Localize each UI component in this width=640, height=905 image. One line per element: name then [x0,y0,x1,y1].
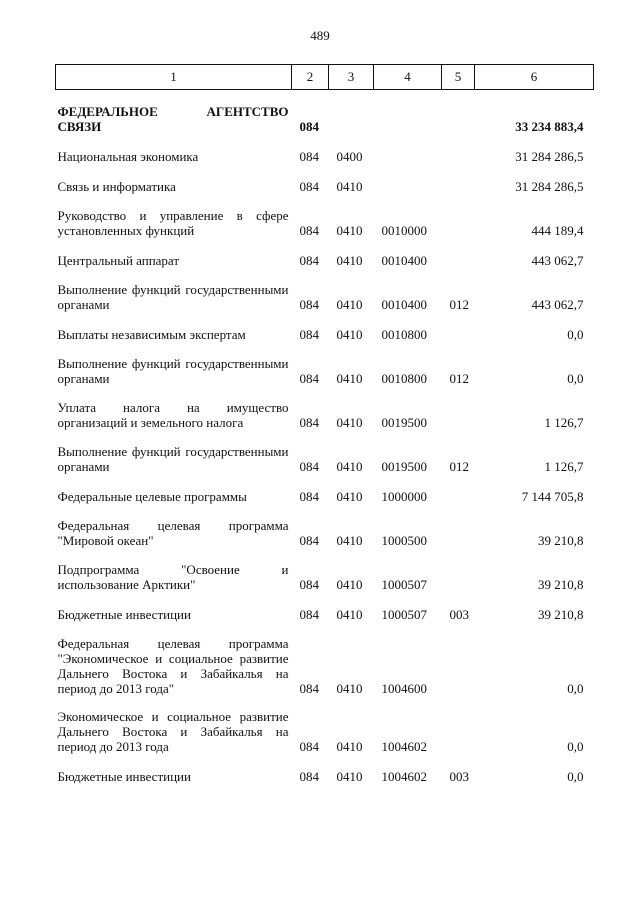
page-number: 489 [310,28,330,43]
row-vr: 003 [449,606,469,622]
header-col-1: 1 [56,65,292,90]
row-rz: 0410 [336,458,363,474]
row-cs: 0010400 [381,252,427,268]
row-rz: 0410 [336,488,363,504]
row-rz: 0410 [336,768,363,784]
row-sum: 31 284 286,5 [515,178,584,194]
row-sum: 39 210,8 [538,606,584,622]
row-name: Уплата налога на имущество организаций и земельного налога [57,399,289,430]
row-rz: 0410 [336,178,363,194]
row-gr: 084 [299,148,319,164]
row-sum: 443 062,7 [531,252,584,268]
row-vr [442,504,475,548]
row-rz: 0410 [336,532,363,548]
row-cs: 0010400 [381,296,427,312]
row-vr [442,164,475,194]
row-rz: 0410 [336,414,363,430]
table-row [56,386,594,430]
row-cs: 0010000 [381,222,427,238]
row-sum: 444 189,4 [531,222,584,238]
row-rz: 0410 [336,252,363,268]
table-row [56,696,594,754]
row-rz: 0410 [336,576,363,592]
table-row [56,504,594,548]
row-cs: 1000507 [381,606,427,622]
row-rz: 0410 [336,326,363,342]
row-gr: 084 [299,326,319,342]
row-name: Выполнение функций государственными органами [57,281,289,312]
row-vr [442,474,475,504]
row-cs: 1004602 [381,768,427,784]
row-vr [442,386,475,430]
row-cs [374,164,442,194]
header-col-5: 5 [442,65,475,90]
table-header-row [56,65,594,90]
row-gr: 084 [299,118,319,134]
row-cs: 0019500 [381,414,427,430]
row-gr: 084 [299,222,319,238]
row-rz: 0410 [336,296,363,312]
table-row [56,134,594,164]
row-vr [442,696,475,754]
row-name: Подпрограмма "Освоение и использование Арктики" [57,561,289,592]
row-gr: 084 [299,296,319,312]
row-vr [442,312,475,342]
row-vr: 012 [449,370,469,386]
row-name: Выполнение функций государственными органами [57,443,289,474]
row-gr: 084 [299,370,319,386]
row-name: Руководство и управление в сфере установленных функций [57,207,289,238]
table-row [56,342,594,386]
row-name: Бюджетные инвестиции [57,606,191,622]
row-name: Центральный аппарат [57,252,180,268]
row-name: Федеральные целевые программы [57,488,247,504]
row-cs: 0010800 [381,326,427,342]
row-sum: 1 126,7 [544,414,584,430]
row-vr [442,548,475,592]
budget-table [55,64,594,784]
table-row [56,474,594,504]
header-col-2: 2 [292,65,329,90]
row-vr: 012 [449,296,469,312]
row-vr [442,622,475,696]
row-name: ФЕДЕРАЛЬНОЕ АГЕНТСТВО СВЯЗИ [57,103,289,134]
row-rz: 0410 [336,222,363,238]
row-rz: 0400 [336,148,363,164]
row-sum: 39 210,8 [538,576,584,592]
row-cs: 1004600 [381,680,427,696]
row-name: Бюджетные инвестиции [57,768,191,784]
row-name: Выполнение функций государственными органами [57,355,289,386]
table-row [56,164,594,194]
row-sum: 39 210,8 [538,532,584,548]
row-sum: 33 234 883,4 [515,118,584,134]
row-gr: 084 [299,458,319,474]
table-row [56,194,594,238]
row-rz: 0410 [336,370,363,386]
row-sum: 0,0 [567,680,584,696]
row-name: Выплаты независимым экспертам [57,326,246,342]
row-vr [442,194,475,238]
row-cs [374,134,442,164]
row-gr: 084 [299,606,319,622]
row-vr [442,134,475,164]
row-cs: 0019500 [381,458,427,474]
row-sum: 0,0 [567,768,584,784]
row-name: Экономическое и социальное развитие Дальнего Востока и Забайкалья на период до 2013 года [57,708,289,754]
row-rz [329,90,374,134]
row-gr: 084 [299,252,319,268]
row-gr: 084 [299,768,319,784]
row-sum: 1 126,7 [544,458,584,474]
table-row [56,754,594,784]
row-sum: 0,0 [567,326,584,342]
row-vr: 012 [449,458,469,474]
table-row [56,548,594,592]
row-rz: 0410 [336,680,363,696]
table-row [56,90,594,134]
row-gr: 084 [299,178,319,194]
row-sum: 7 144 705,8 [521,488,584,504]
row-cs [374,90,442,134]
row-gr: 084 [299,576,319,592]
row-rz: 0410 [336,606,363,622]
table-row [56,268,594,312]
row-gr: 084 [299,488,319,504]
table-row [56,238,594,268]
row-cs: 0010800 [381,370,427,386]
row-sum: 0,0 [567,738,584,754]
row-sum: 443 062,7 [531,296,584,312]
row-cs: 1000000 [381,488,427,504]
row-name: Связь и информатика [57,178,176,194]
row-sum: 31 284 286,5 [515,148,584,164]
row-sum: 0,0 [567,370,584,386]
row-vr: 003 [449,768,469,784]
row-gr: 084 [299,680,319,696]
row-gr: 084 [299,414,319,430]
row-cs: 1000500 [381,532,427,548]
row-vr [442,238,475,268]
row-vr [442,90,475,134]
table-row [56,312,594,342]
row-gr: 084 [299,532,319,548]
table-row [56,430,594,474]
header-col-3: 3 [329,65,374,90]
row-name: Федеральная целевая программа "Мировой океан" [57,517,289,548]
row-rz: 0410 [336,738,363,754]
row-cs: 1000507 [381,576,427,592]
row-name: Федеральная целевая программа "Экономическое и социальное развитие Дальнего Востока и Забайкалья на период до 2013 года" [57,635,289,696]
header-col-4: 4 [374,65,442,90]
row-gr: 084 [299,738,319,754]
row-cs: 1004602 [381,738,427,754]
header-col-6: 6 [475,65,594,90]
table-row [56,622,594,696]
table-row [56,592,594,622]
row-name: Национальная экономика [57,148,199,164]
